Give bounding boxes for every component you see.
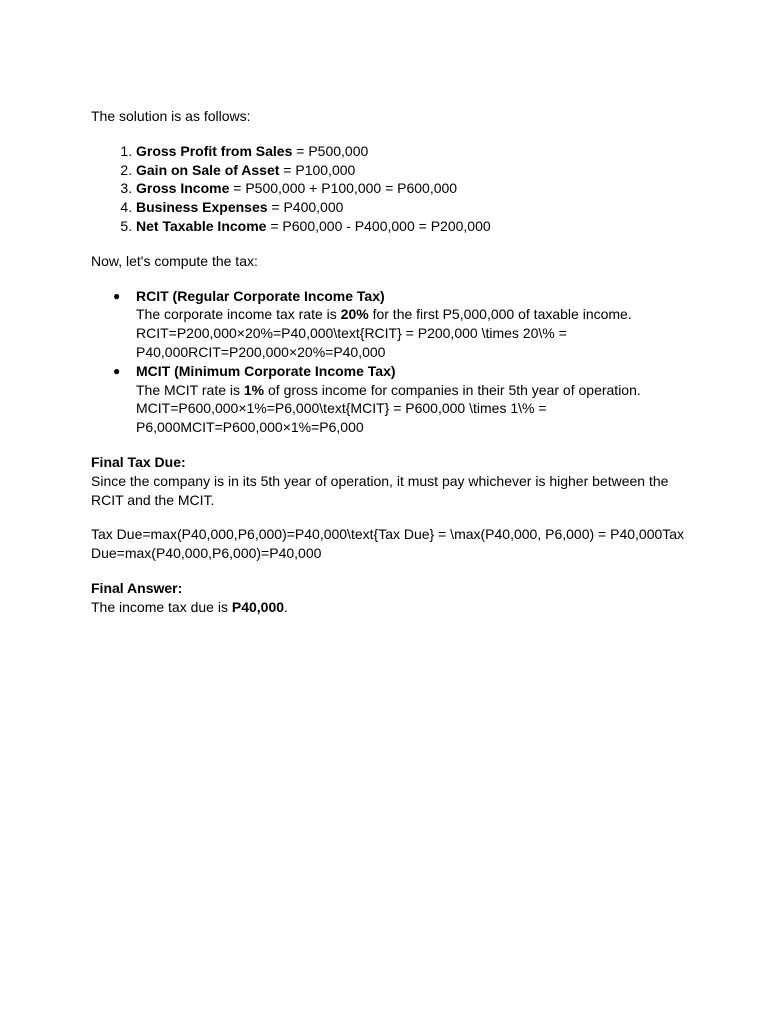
intro-text: The solution is as follows:: [91, 108, 251, 124]
bullet-icon: ●: [113, 288, 121, 303]
step-value: = P100,000: [279, 161, 356, 178]
final-answer-text-post: .: [284, 598, 288, 615]
step-label: Gain on Sale of Asset: [136, 161, 280, 178]
final-tax-due-heading: Final Tax Due:: [91, 453, 186, 470]
mcit-title: MCIT (Minimum Corporate Income Tax): [136, 362, 396, 379]
mcit-item: [113, 362, 691, 437]
bullet-icon: ●: [113, 363, 121, 378]
rcit-formula: RCIT=P200,000×20%=P40,000\text{RCIT} = P200,000 \times 20\% = P40,000RCIT=P200,000×20%=P40,000: [136, 325, 567, 360]
list-item: [136, 179, 691, 198]
rcit-desc-pre: The corporate income tax rate is: [136, 306, 341, 323]
mcit-rate: 1%: [243, 381, 265, 398]
rcit-rate: 20%: [340, 306, 369, 323]
list-item: [136, 161, 691, 180]
mcit-desc-post: of gross income for companies in their 5th year of operation.: [264, 381, 641, 398]
final-answer-text-pre: The income tax due is: [91, 598, 232, 615]
step-value: = P400,000: [267, 199, 344, 216]
compute-intro-text: Now, let's compute the tax:: [91, 252, 258, 269]
step-label: Gross Income: [136, 180, 230, 197]
step-value: = P500,000: [292, 142, 369, 159]
step-label: Gross Profit from Sales: [136, 142, 293, 159]
step-value: = P500,000 + P100,000 = P600,000: [229, 180, 458, 197]
mcit-desc-pre: The MCIT rate is: [136, 381, 244, 398]
final-tax-due-section: [91, 453, 691, 509]
final-answer-heading: Final Answer:: [91, 579, 183, 596]
step-value: = P600,000 - P400,000 = P200,000: [266, 217, 491, 234]
tax-computation-list: [91, 287, 691, 437]
final-answer-amount: P40,000: [231, 598, 285, 615]
step-label: Business Expenses: [136, 199, 268, 216]
document-body: [91, 107, 691, 633]
list-item: [136, 198, 691, 217]
list-item: [136, 142, 691, 161]
mcit-formula: MCIT=P600,000×1%=P6,000\text{MCIT} = P600,000 \times 1\% = P6,000MCIT=P600,000×1%=P6,000: [136, 400, 547, 436]
final-tax-due-text: Since the company is in its 5th year of operation, it must pay whichever is higher between the RCIT and the MCIT.: [91, 472, 669, 508]
rcit-desc-post: for the first P5,000,000 of taxable income.: [368, 306, 632, 323]
list-item: [136, 217, 691, 236]
rcit-title: RCIT (Regular Corporate Income Tax): [136, 287, 385, 304]
tax-due-formula: Tax Due=max(P40,000,P6,000)=P40,000\text{Tax Due} = \max(P40,000, P6,000) = P40,000Tax Due=max(P40,000,P6,000)=P40,000: [91, 526, 685, 562]
final-answer-section: [91, 579, 691, 617]
rcit-item: [113, 287, 691, 362]
solution-steps-list: [91, 142, 691, 236]
step-label: Net Taxable Income: [136, 217, 267, 234]
